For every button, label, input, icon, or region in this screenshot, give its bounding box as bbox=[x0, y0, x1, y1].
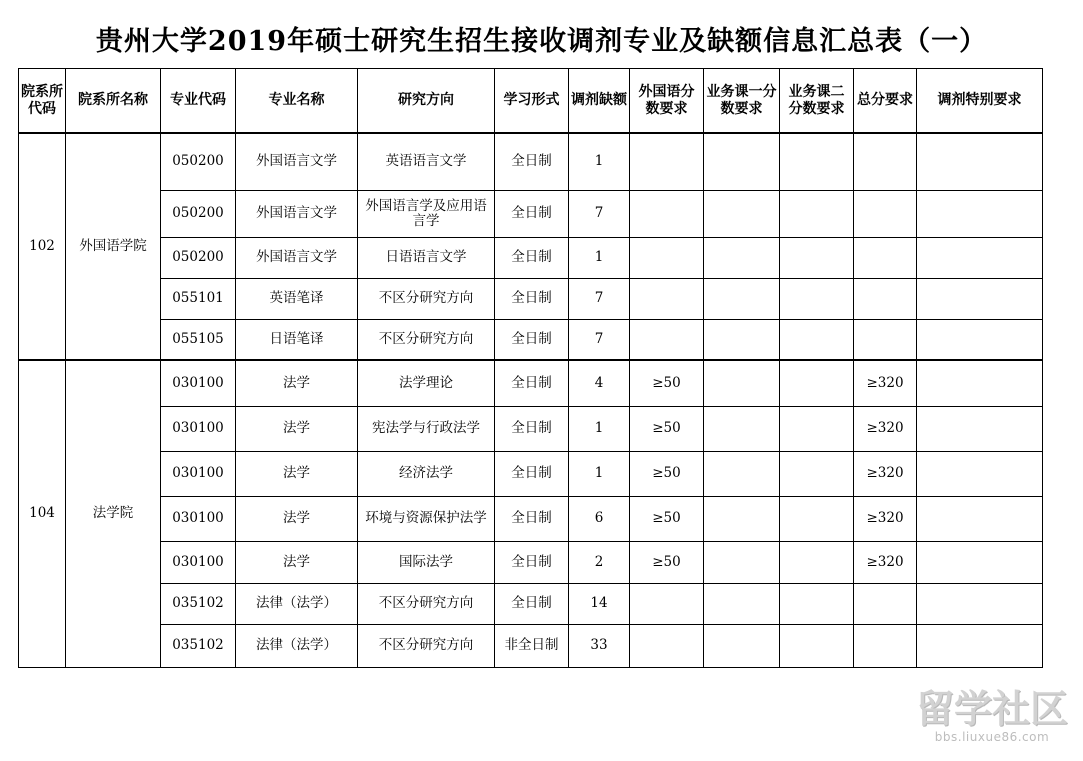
direction-cell: 环境与资源保护法学 bbox=[358, 496, 495, 541]
special-req-cell bbox=[917, 406, 1043, 451]
study-mode-cell: 全日制 bbox=[495, 133, 569, 190]
total-score-req-cell bbox=[854, 237, 917, 278]
quota-cell: 7 bbox=[569, 278, 630, 319]
special-req-cell bbox=[917, 190, 1043, 237]
table-row bbox=[19, 319, 1043, 360]
major-code-cell: 030100 bbox=[161, 541, 236, 583]
course-two-req-cell bbox=[780, 237, 854, 278]
foreign-language-req-cell: ≥50 bbox=[630, 496, 704, 541]
course-two-req-cell bbox=[780, 496, 854, 541]
course-two-req-cell bbox=[780, 451, 854, 496]
course-one-req-cell bbox=[704, 496, 780, 541]
quota-cell: 2 bbox=[569, 541, 630, 583]
course-two-req-cell bbox=[780, 190, 854, 237]
major-name-cell: 法学 bbox=[236, 360, 358, 406]
course-one-req-cell bbox=[704, 360, 780, 406]
major-name-cell: 日语笔译 bbox=[236, 319, 358, 360]
special-req-cell bbox=[917, 360, 1043, 406]
quota-cell: 7 bbox=[569, 319, 630, 360]
course-one-req-cell bbox=[704, 133, 780, 190]
total-score-req-cell: ≥320 bbox=[854, 360, 917, 406]
course-two-req-cell bbox=[780, 541, 854, 583]
major-name-cell: 法学 bbox=[236, 451, 358, 496]
site-watermark bbox=[912, 688, 1072, 750]
major-name-cell: 法律（法学） bbox=[236, 624, 358, 667]
foreign-language-req-cell bbox=[630, 624, 704, 667]
foreign-language-req-cell: ≥50 bbox=[630, 406, 704, 451]
foreign-language-req-cell bbox=[630, 237, 704, 278]
col-course-one: 业务课一分数要求 bbox=[704, 69, 780, 134]
total-score-req-cell bbox=[854, 624, 917, 667]
course-two-req-cell bbox=[780, 583, 854, 624]
page-title: 贵州大学2019年硕士研究生招生接收调剂专业及缺额信息汇总表（一） bbox=[95, 26, 988, 57]
study-mode-cell: 全日制 bbox=[495, 190, 569, 237]
direction-cell: 经济法学 bbox=[358, 451, 495, 496]
col-special-requirements: 调剂特别要求 bbox=[917, 69, 1043, 134]
special-req-cell bbox=[917, 541, 1043, 583]
study-mode-cell: 全日制 bbox=[495, 583, 569, 624]
course-one-req-cell bbox=[704, 190, 780, 237]
course-one-req-cell bbox=[704, 278, 780, 319]
study-mode-cell: 全日制 bbox=[495, 360, 569, 406]
total-score-req-cell bbox=[854, 583, 917, 624]
course-one-req-cell bbox=[704, 319, 780, 360]
dept-code-cell: 102 bbox=[19, 133, 66, 360]
header-row bbox=[19, 69, 1043, 134]
table-row bbox=[19, 237, 1043, 278]
table-row bbox=[19, 190, 1043, 237]
special-req-cell bbox=[917, 496, 1043, 541]
direction-cell: 外国语言学及应用语言学 bbox=[358, 190, 495, 237]
watermark-logo-text: 留学社区 bbox=[915, 687, 1068, 731]
course-one-req-cell bbox=[704, 541, 780, 583]
foreign-language-req-cell: ≥50 bbox=[630, 541, 704, 583]
major-name-cell: 法学 bbox=[236, 406, 358, 451]
major-name-cell: 法律（法学） bbox=[236, 583, 358, 624]
study-mode-cell: 全日制 bbox=[495, 406, 569, 451]
course-two-req-cell bbox=[780, 406, 854, 451]
special-req-cell bbox=[917, 237, 1043, 278]
table-row bbox=[19, 496, 1043, 541]
direction-cell: 法学理论 bbox=[358, 360, 495, 406]
major-code-cell: 055105 bbox=[161, 319, 236, 360]
course-one-req-cell bbox=[704, 583, 780, 624]
table-row bbox=[19, 451, 1043, 496]
total-score-req-cell: ≥320 bbox=[854, 541, 917, 583]
quota-cell: 33 bbox=[569, 624, 630, 667]
direction-cell: 宪法学与行政法学 bbox=[358, 406, 495, 451]
table-row bbox=[19, 583, 1043, 624]
direction-cell: 国际法学 bbox=[358, 541, 495, 583]
direction-cell: 不区分研究方向 bbox=[358, 583, 495, 624]
study-mode-cell: 全日制 bbox=[495, 541, 569, 583]
major-code-cell: 030100 bbox=[161, 360, 236, 406]
col-total-score: 总分要求 bbox=[854, 69, 917, 134]
major-code-cell: 050200 bbox=[161, 190, 236, 237]
total-score-req-cell bbox=[854, 133, 917, 190]
major-name-cell: 外国语言文学 bbox=[236, 133, 358, 190]
col-foreign-language: 外国语分数要求 bbox=[630, 69, 704, 134]
adjustment-table bbox=[18, 68, 1043, 668]
col-study-mode: 学习形式 bbox=[495, 69, 569, 134]
foreign-language-req-cell bbox=[630, 319, 704, 360]
quota-cell: 14 bbox=[569, 583, 630, 624]
watermark-url: bbs.liuxue86.com bbox=[934, 730, 1050, 744]
major-name-cell: 法学 bbox=[236, 541, 358, 583]
foreign-language-req-cell: ≥50 bbox=[630, 451, 704, 496]
study-mode-cell: 全日制 bbox=[495, 451, 569, 496]
direction-cell: 英语语言文学 bbox=[358, 133, 495, 190]
total-score-req-cell bbox=[854, 190, 917, 237]
study-mode-cell: 全日制 bbox=[495, 319, 569, 360]
col-major-code: 专业代码 bbox=[161, 69, 236, 134]
direction-cell: 不区分研究方向 bbox=[358, 278, 495, 319]
major-code-cell: 030100 bbox=[161, 496, 236, 541]
course-one-req-cell bbox=[704, 624, 780, 667]
foreign-language-req-cell bbox=[630, 133, 704, 190]
direction-cell: 不区分研究方向 bbox=[358, 319, 495, 360]
total-score-req-cell: ≥320 bbox=[854, 406, 917, 451]
direction-cell: 日语语言文学 bbox=[358, 237, 495, 278]
total-score-req-cell: ≥320 bbox=[854, 496, 917, 541]
col-major-name: 专业名称 bbox=[236, 69, 358, 134]
table-row bbox=[19, 360, 1043, 406]
table-row bbox=[19, 406, 1043, 451]
quota-cell: 1 bbox=[569, 406, 630, 451]
study-mode-cell: 全日制 bbox=[495, 496, 569, 541]
major-code-cell: 035102 bbox=[161, 624, 236, 667]
col-dept-name: 院系所名称 bbox=[66, 69, 161, 134]
major-name-cell: 外国语言文学 bbox=[236, 190, 358, 237]
course-two-req-cell bbox=[780, 360, 854, 406]
major-name-cell: 英语笔译 bbox=[236, 278, 358, 319]
total-score-req-cell bbox=[854, 319, 917, 360]
foreign-language-req-cell bbox=[630, 190, 704, 237]
major-code-cell: 030100 bbox=[161, 451, 236, 496]
major-code-cell: 035102 bbox=[161, 583, 236, 624]
total-score-req-cell: ≥320 bbox=[854, 451, 917, 496]
foreign-language-req-cell bbox=[630, 583, 704, 624]
foreign-language-req-cell bbox=[630, 278, 704, 319]
study-mode-cell: 全日制 bbox=[495, 278, 569, 319]
special-req-cell bbox=[917, 133, 1043, 190]
course-two-req-cell bbox=[780, 133, 854, 190]
course-one-req-cell bbox=[704, 237, 780, 278]
quota-cell: 7 bbox=[569, 190, 630, 237]
special-req-cell bbox=[917, 451, 1043, 496]
major-code-cell: 055101 bbox=[161, 278, 236, 319]
dept-name-cell: 外国语学院 bbox=[66, 133, 161, 360]
quota-cell: 1 bbox=[569, 451, 630, 496]
study-mode-cell: 全日制 bbox=[495, 237, 569, 278]
course-two-req-cell bbox=[780, 624, 854, 667]
table-row bbox=[19, 624, 1043, 667]
quota-cell: 1 bbox=[569, 237, 630, 278]
major-code-cell: 050200 bbox=[161, 237, 236, 278]
col-dept-code: 院系所代码 bbox=[19, 69, 66, 134]
col-course-two: 业务课二分数要求 bbox=[780, 69, 854, 134]
special-req-cell bbox=[917, 583, 1043, 624]
direction-cell: 不区分研究方向 bbox=[358, 624, 495, 667]
major-code-cell: 030100 bbox=[161, 406, 236, 451]
major-name-cell: 法学 bbox=[236, 496, 358, 541]
special-req-cell bbox=[917, 319, 1043, 360]
special-req-cell bbox=[917, 624, 1043, 667]
dept-code-cell: 104 bbox=[19, 360, 66, 667]
major-code-cell: 050200 bbox=[161, 133, 236, 190]
course-two-req-cell bbox=[780, 319, 854, 360]
dept-name-cell: 法学院 bbox=[66, 360, 161, 667]
table-row bbox=[19, 278, 1043, 319]
total-score-req-cell bbox=[854, 278, 917, 319]
col-quota: 调剂缺额 bbox=[569, 69, 630, 134]
study-mode-cell: 非全日制 bbox=[495, 624, 569, 667]
col-direction: 研究方向 bbox=[358, 69, 495, 134]
quota-cell: 1 bbox=[569, 133, 630, 190]
course-two-req-cell bbox=[780, 278, 854, 319]
course-one-req-cell bbox=[704, 406, 780, 451]
foreign-language-req-cell: ≥50 bbox=[630, 360, 704, 406]
course-one-req-cell bbox=[704, 451, 780, 496]
major-name-cell: 外国语言文学 bbox=[236, 237, 358, 278]
special-req-cell bbox=[917, 278, 1043, 319]
quota-cell: 4 bbox=[569, 360, 630, 406]
table-row bbox=[19, 541, 1043, 583]
table-row bbox=[19, 133, 1043, 190]
quota-cell: 6 bbox=[569, 496, 630, 541]
